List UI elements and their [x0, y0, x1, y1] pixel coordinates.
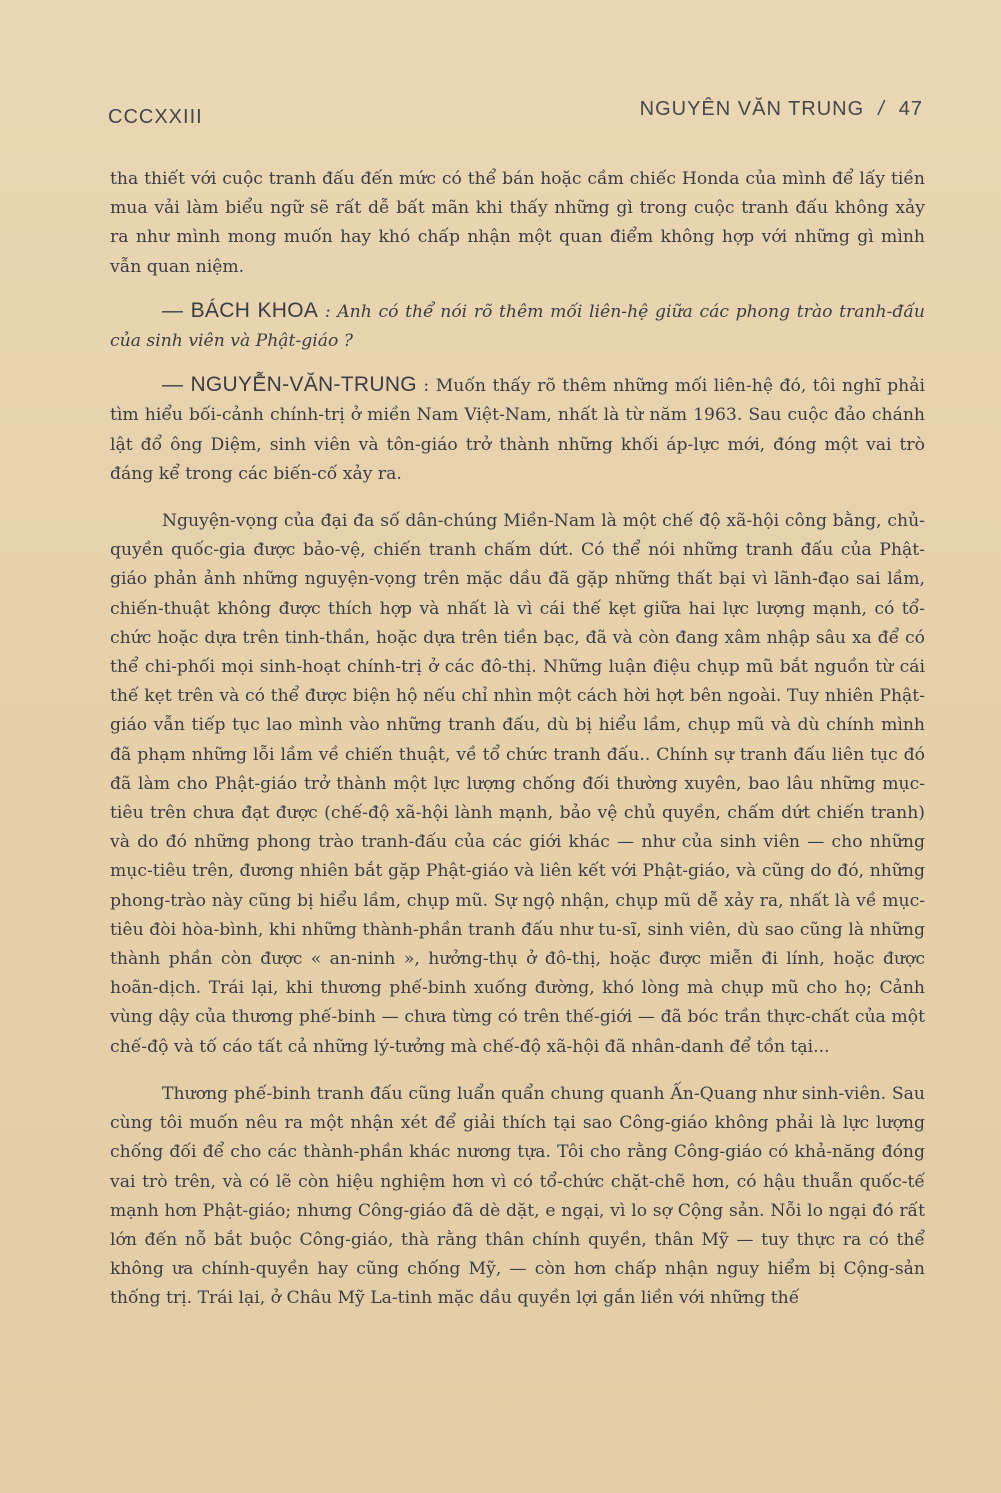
running-header: [640, 98, 923, 121]
running-title: NGUYÊN VĂN TRUNG: [639, 98, 865, 120]
paragraph-1: tha thiết với cuộc tranh đấu đến mức có thể bán hoặc cầm chiếc Honda của mình để lấy tiền mua vải làm biểu ngữ sẽ rất dễ bất mãn khi thấy những gì trong cuộc tranh đấu không xảy ra như mình mong muốn hay khó chấp nhận một quan điểm không hợp với những gì mình vẫn quan niệm.: [110, 169, 925, 277]
page-body: [110, 165, 925, 1314]
answer-speaker: — NGUYỄN-VĂN-TRUNG: [162, 373, 417, 397]
page-number: 47: [898, 98, 923, 120]
paragraph-3: Thương phế-binh tranh đấu cũng luẩn quẩn chung quanh Ấn-Quang như sinh-viên. Sau cùng tôi muốn nêu ra một nhận xét để giải thích tại sao Công-giáo không phải là lực lượng chống đối để cho các thành-phần khác nương tựa. Tôi cho rằng Công-giáo có khả-năng đóng vai trò trên, và có lẽ còn hiệu nghiệm hơn vì có tổ-chức chặt-chẽ hơn, có hậu thuẫn quốc-tế mạnh hơn Phật-giáo; nhưng Công-giáo đã dè dặt, e ngại, vì lo sợ Cộng sản. Nỗi lo ngại đó rất lớn đến nỗ bắt buộc Công-giáo, thà rằng thân chính quyền, thân Mỹ — tuy thực ra có thể không ưa chính-quyền hay cũng chống Mỹ, — còn hơn chấp nhận nguy hiểm bị Cộng-sản thống trị. Trái lại, ở Châu Mỹ La-tinh mặc dầu quyền lợi gắn liền với những thế: [110, 1083, 925, 1309]
question-paragraph: [110, 296, 925, 356]
page-roman-numeral: CCCXXIII: [108, 106, 203, 128]
header-separator: /: [878, 98, 885, 120]
answer-paragraph: [110, 370, 925, 489]
question-text: : Anh có thể nói rõ thêm mối liên-hệ giữa các phong trào tranh-đấu của sinh viên và Phật-giáo ?: [110, 301, 925, 352]
page-header: [108, 96, 923, 136]
answer-text: : Muốn thấy rõ thêm những mối liên-hệ đó, tôi nghĩ phải tìm hiểu bối-cảnh chính-trị ở miền Nam Việt-Nam, nhất là từ năm 1963. Sau cuộc đảo chánh lật đổ ông Diệm, sinh viên và tôn-giáo trở thành những khối áp-lực mới, đóng một vai trò đáng kể trong các biến-cố xảy ra.: [110, 376, 925, 484]
paragraph-2: Nguyện-vọng của đại đa số dân-chúng Miền-Nam là một chế độ xã-hội công bằng, chủ-quyền quốc-gia được bảo-vệ, chiến tranh chấm dứt. Có thể nói những tranh đấu của Phật-giáo phản ảnh những nguyện-vọng trên mặc dầu đã gặp những thất bại vì lãnh-đạo sai lầm, chiến-thuật không được thích hợp và nhất là vì cái thế kẹt giữa hai lực lượng mạnh, có tổ-chức hoặc dựa trên tinh-thần, hoặc dựa trên tiền bạc, đã và còn đang xâm nhập sâu xa để có thể chi-phối mọi sinh-hoạt chính-trị ở các đô-thị. Những luận điệu chụp mũ bắt nguồn từ cái thế kẹt trên và có thể được biện hộ nếu chỉ nhìn một cách hời hợt bên ngoài. Tuy nhiên Phật-giáo vẫn tiếp tục lao mình vào những tranh đấu, dù bị hiểu lầm, chụp mũ và dù chính mình đã phạm những lỗi lầm về chiến thuật, về tổ chức tranh đấu.. Chính sự tranh đấu liên tục đó đã làm cho Phật-giáo trở thành một lực lượng chống đối thường xuyên, bao lâu những mục-tiêu trên chưa đạt được (chế-độ xã-hội lành mạnh, bảo vệ chủ quyền, chấm dứt chiến tranh) và do đó những phong trào tranh-đấu của các giới khác — như của sinh viên — cho những mục-tiêu trên, đương nhiên bắt gặp Phật-giáo và liên kết với Phật-giáo, và cũng do đó, những phong-trào này cũng bị hiểu lầm, chụp mũ. Sự ngộ nhận, chụp mũ dễ xảy ra, nhất là về mục-tiêu đòi hòa-bình, khi những thành-phần tranh đấu như tu-sĩ, sinh viên, dù sao cũng là những thành phần còn được « an-ninh », hưởng-thụ ở đô-thị, hoặc được miễn đi lính, hoặc được hoãn-dịch. Trái lại, khi thương phế-binh xuống đường, khó lòng mà chụp mũ cho họ; Cảnh vùng dậy của thương phế-binh — chưa từng có trên thế-giới — đã bóc trần thực-chất của một chế-độ và tố cáo tất cả những lý-tưởng mà chế-độ xã-hội đã nhân-danh để tồn tại...: [110, 511, 925, 1057]
question-speaker: — BÁCH KHOA: [162, 298, 319, 322]
